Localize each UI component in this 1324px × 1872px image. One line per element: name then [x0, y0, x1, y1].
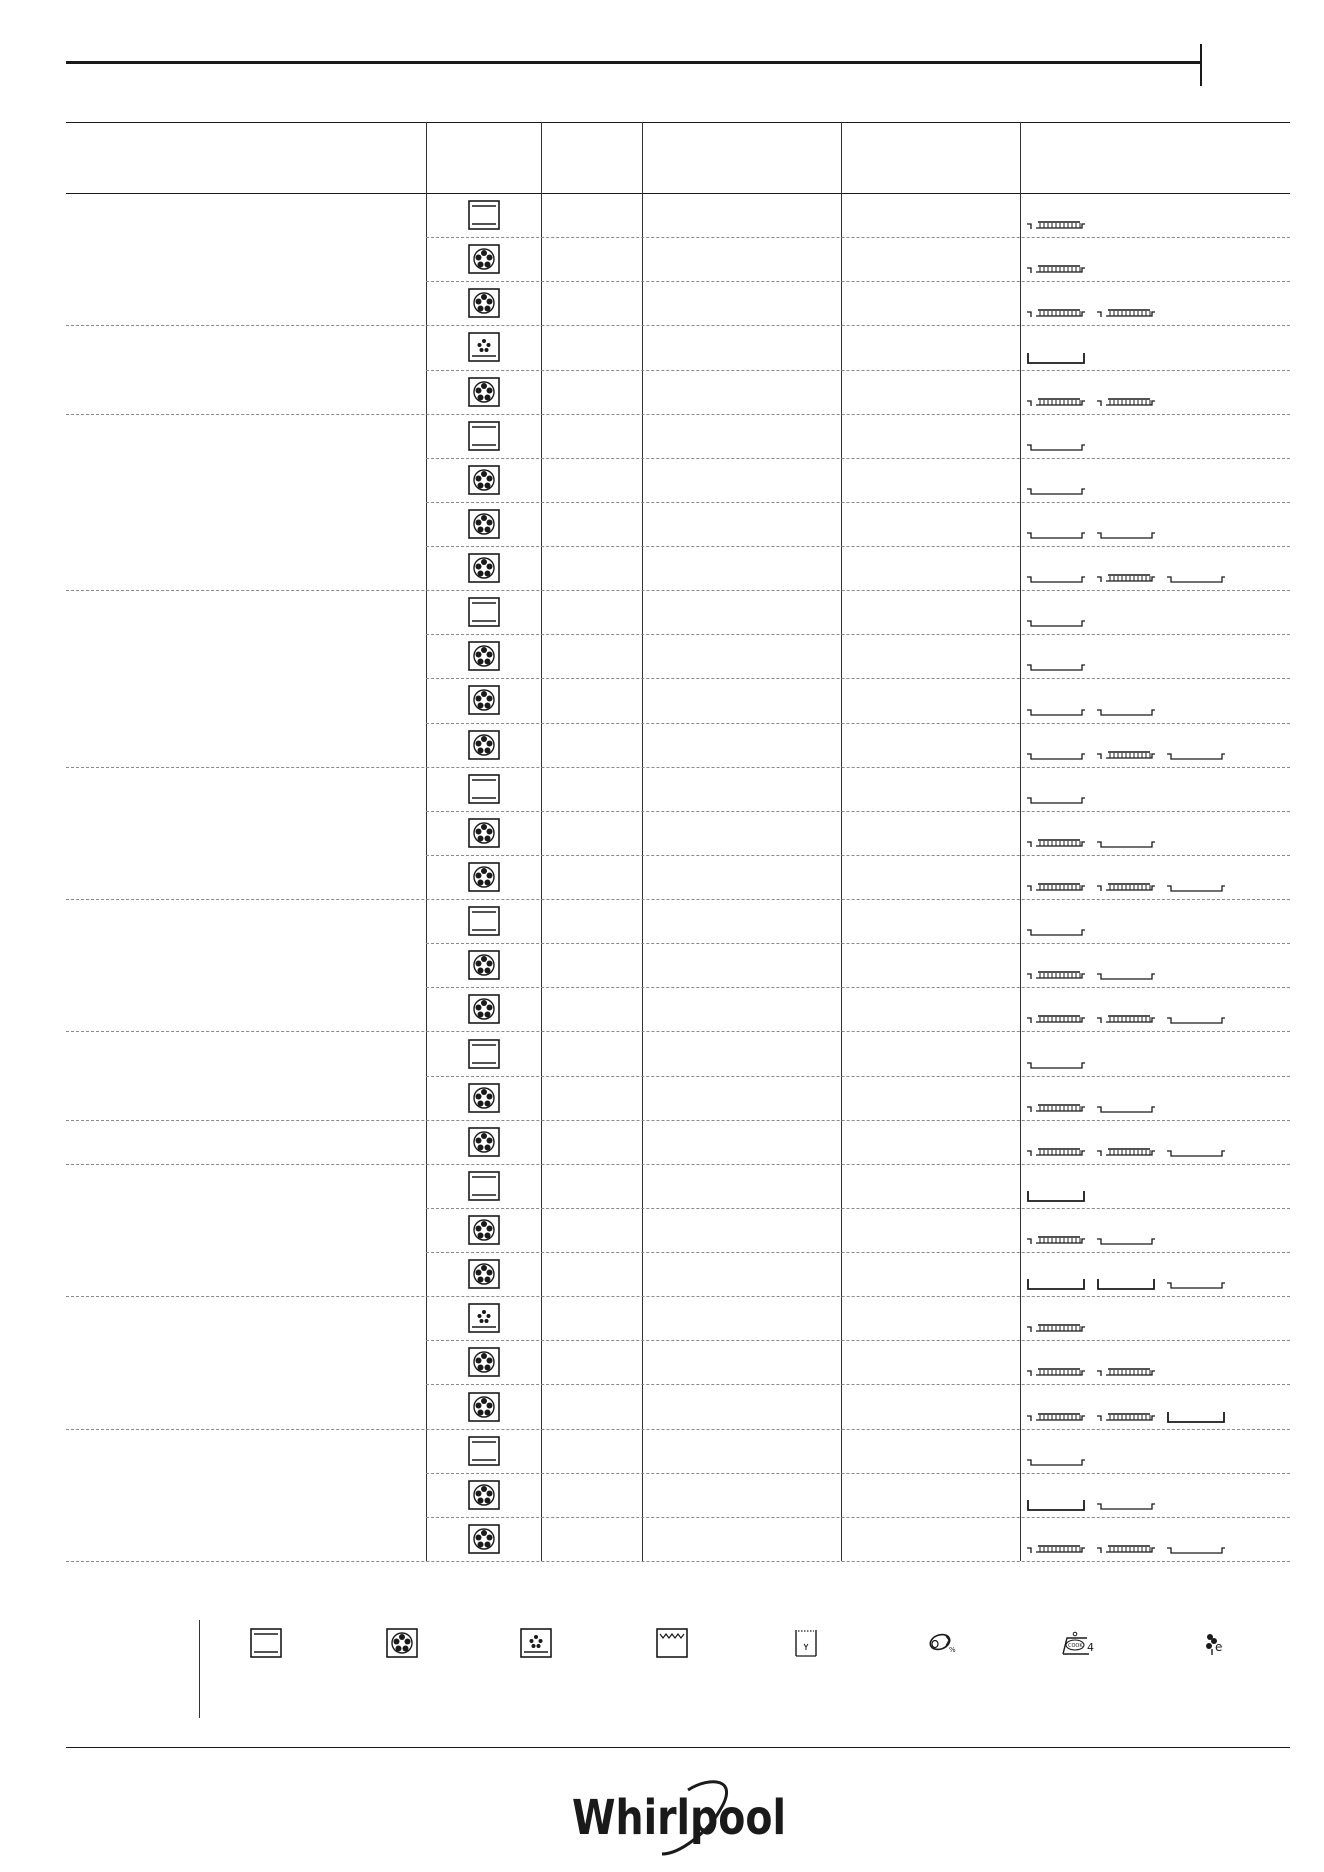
header-col-function-divider — [426, 122, 427, 1561]
shelf-rack-icon — [1026, 305, 1086, 321]
fan-icon — [465, 728, 503, 762]
group-separator — [66, 1120, 1290, 1121]
shelf-rack-icon — [1026, 217, 1086, 233]
legend-turbo-grill-icon — [787, 1626, 825, 1660]
shelf-tray-icon — [1096, 835, 1156, 851]
convection-bake-icon — [465, 1301, 503, 1335]
shelf-rack-icon — [1096, 1011, 1156, 1027]
shelf-rack-icon — [1026, 1409, 1086, 1425]
shelf-rack-icon — [1026, 261, 1086, 277]
cook4-number: 4 — [1087, 1641, 1094, 1654]
row-separator — [426, 943, 1290, 944]
shelf-rack-icon — [1096, 1409, 1156, 1425]
shelf-rack-icon — [1096, 570, 1156, 586]
legend-cook4-icon — [1058, 1626, 1096, 1660]
shelf-tray-icon — [1166, 570, 1226, 586]
conventional-icon — [465, 904, 503, 938]
shelf-tray-icon — [1026, 438, 1086, 454]
row-separator — [426, 1473, 1290, 1474]
brand-logo-text: Whirlpool — [572, 1790, 786, 1846]
legend-maxi-cooking-icon — [922, 1626, 960, 1660]
shelf-rack-icon — [1096, 1541, 1156, 1557]
shelf-tray-icon — [1166, 1144, 1226, 1160]
footer-rule — [66, 1747, 1290, 1748]
shelf-tray-icon — [1096, 703, 1156, 719]
shelf-tray-icon — [1026, 570, 1086, 586]
group-separator — [66, 1031, 1290, 1032]
group-separator — [66, 1561, 1290, 1562]
shelf-rack-icon — [1026, 879, 1086, 895]
cook4-label: COOK — [1068, 1643, 1083, 1649]
shelf-rack-icon — [1026, 1320, 1086, 1336]
shelf-tray-icon — [1096, 526, 1156, 542]
group-separator — [66, 1429, 1290, 1430]
shelf-rack-icon — [1096, 1364, 1156, 1380]
shelf-tray-icon — [1026, 614, 1086, 630]
row-separator — [426, 634, 1290, 635]
top-tick — [1200, 44, 1202, 86]
shelf-tray-icon — [1026, 747, 1086, 763]
shelf-deep-tray-icon — [1026, 350, 1086, 366]
shelf-tray-icon — [1026, 1453, 1086, 1469]
fan-icon — [465, 1213, 503, 1247]
brand-logo — [570, 1770, 790, 1856]
row-separator — [426, 546, 1290, 547]
legend-eco-fan-icon — [1193, 1626, 1231, 1660]
conventional-icon — [465, 772, 503, 806]
top-rule — [66, 61, 1202, 64]
header-col-time-divider — [841, 122, 842, 1561]
conventional-icon — [465, 1434, 503, 1468]
shelf-rack-icon — [1096, 879, 1156, 895]
svg-text:%: % — [949, 1646, 956, 1654]
shelf-rack-icon — [1026, 1011, 1086, 1027]
fan-icon — [465, 1125, 503, 1159]
row-separator — [426, 502, 1290, 503]
legend-grill-icon — [653, 1626, 691, 1660]
group-separator — [66, 590, 1290, 591]
conventional-icon — [465, 1037, 503, 1071]
shelf-rack-icon — [1026, 394, 1086, 410]
table-header-rule — [66, 193, 1290, 194]
shelf-rack-icon — [1096, 394, 1156, 410]
shelf-deep-tray-icon — [1026, 1188, 1086, 1204]
fan-icon — [465, 816, 503, 850]
shelf-tray-icon — [1096, 1497, 1156, 1513]
fan-icon — [465, 1345, 503, 1379]
shelf-rack-icon — [1096, 1144, 1156, 1160]
shelf-tray-icon — [1026, 923, 1086, 939]
group-separator — [66, 414, 1290, 415]
fan-icon — [465, 375, 503, 409]
header-col-shelf-divider — [1020, 122, 1021, 1561]
row-separator — [426, 281, 1290, 282]
legend-fan-icon — [383, 1626, 421, 1660]
fan-icon — [465, 1081, 503, 1115]
fan-icon — [465, 1390, 503, 1424]
row-separator — [426, 1076, 1290, 1077]
group-separator — [66, 767, 1290, 768]
row-separator — [426, 678, 1290, 679]
fan-icon — [465, 507, 503, 541]
shelf-deep-tray-icon — [1166, 1409, 1226, 1425]
table-top-rule — [66, 122, 1290, 123]
legend-conventional-icon — [247, 1626, 285, 1660]
group-separator — [66, 1296, 1290, 1297]
fan-icon — [465, 860, 503, 894]
shelf-tray-icon — [1026, 482, 1086, 498]
shelf-tray-icon — [1026, 791, 1086, 807]
row-separator — [426, 1517, 1290, 1518]
shelf-tray-icon — [1166, 1541, 1226, 1557]
row-separator — [426, 237, 1290, 238]
shelf-tray-icon — [1096, 1232, 1156, 1248]
fan-icon — [465, 1257, 503, 1291]
group-separator — [66, 899, 1290, 900]
row-separator — [426, 370, 1290, 371]
shelf-rack-icon — [1026, 1364, 1086, 1380]
eco-letter: e — [1215, 1640, 1223, 1654]
conventional-icon — [465, 419, 503, 453]
row-separator — [426, 1208, 1290, 1209]
shelf-deep-tray-icon — [1026, 1497, 1086, 1513]
fan-icon — [465, 992, 503, 1026]
shelf-tray-icon — [1166, 1011, 1226, 1027]
fan-icon — [465, 1478, 503, 1512]
group-separator — [66, 1164, 1290, 1165]
row-separator — [426, 1384, 1290, 1385]
row-separator — [426, 1340, 1290, 1341]
header-col-preheat-divider — [541, 122, 542, 1561]
conventional-icon — [465, 595, 503, 629]
row-separator — [426, 987, 1290, 988]
legend-divider — [199, 1620, 200, 1718]
shelf-tray-icon — [1026, 703, 1086, 719]
fan-icon — [465, 286, 503, 320]
conventional-icon — [465, 198, 503, 232]
fan-icon — [465, 551, 503, 585]
shelf-tray-icon — [1026, 526, 1086, 542]
shelf-tray-icon — [1166, 1276, 1226, 1292]
fan-icon — [465, 463, 503, 497]
group-separator — [66, 325, 1290, 326]
header-col-temperature-divider — [642, 122, 643, 1561]
fan-icon — [465, 1522, 503, 1556]
shelf-rack-icon — [1026, 967, 1086, 983]
shelf-tray-icon — [1026, 658, 1086, 674]
convection-bake-icon — [465, 330, 503, 364]
legend-convection-bake-icon — [517, 1626, 555, 1660]
fan-icon — [465, 948, 503, 982]
shelf-rack-icon — [1026, 1232, 1086, 1248]
shelf-rack-icon — [1096, 305, 1156, 321]
row-separator — [426, 855, 1290, 856]
row-separator — [426, 723, 1290, 724]
fan-icon — [465, 639, 503, 673]
shelf-tray-icon — [1096, 967, 1156, 983]
row-separator — [426, 811, 1290, 812]
shelf-deep-tray-icon — [1026, 1276, 1086, 1292]
shelf-tray-icon — [1096, 1100, 1156, 1116]
shelf-rack-icon — [1096, 747, 1156, 763]
shelf-rack-icon — [1026, 1100, 1086, 1116]
shelf-rack-icon — [1026, 835, 1086, 851]
fan-icon — [465, 683, 503, 717]
conventional-icon — [465, 1169, 503, 1203]
shelf-rack-icon — [1026, 1144, 1086, 1160]
shelf-tray-icon — [1026, 1056, 1086, 1072]
row-separator — [426, 458, 1290, 459]
row-separator — [426, 1252, 1290, 1253]
shelf-tray-icon — [1166, 747, 1226, 763]
fan-icon — [465, 242, 503, 276]
shelf-deep-tray-icon — [1096, 1276, 1156, 1292]
shelf-rack-icon — [1026, 1541, 1086, 1557]
shelf-tray-icon — [1166, 879, 1226, 895]
